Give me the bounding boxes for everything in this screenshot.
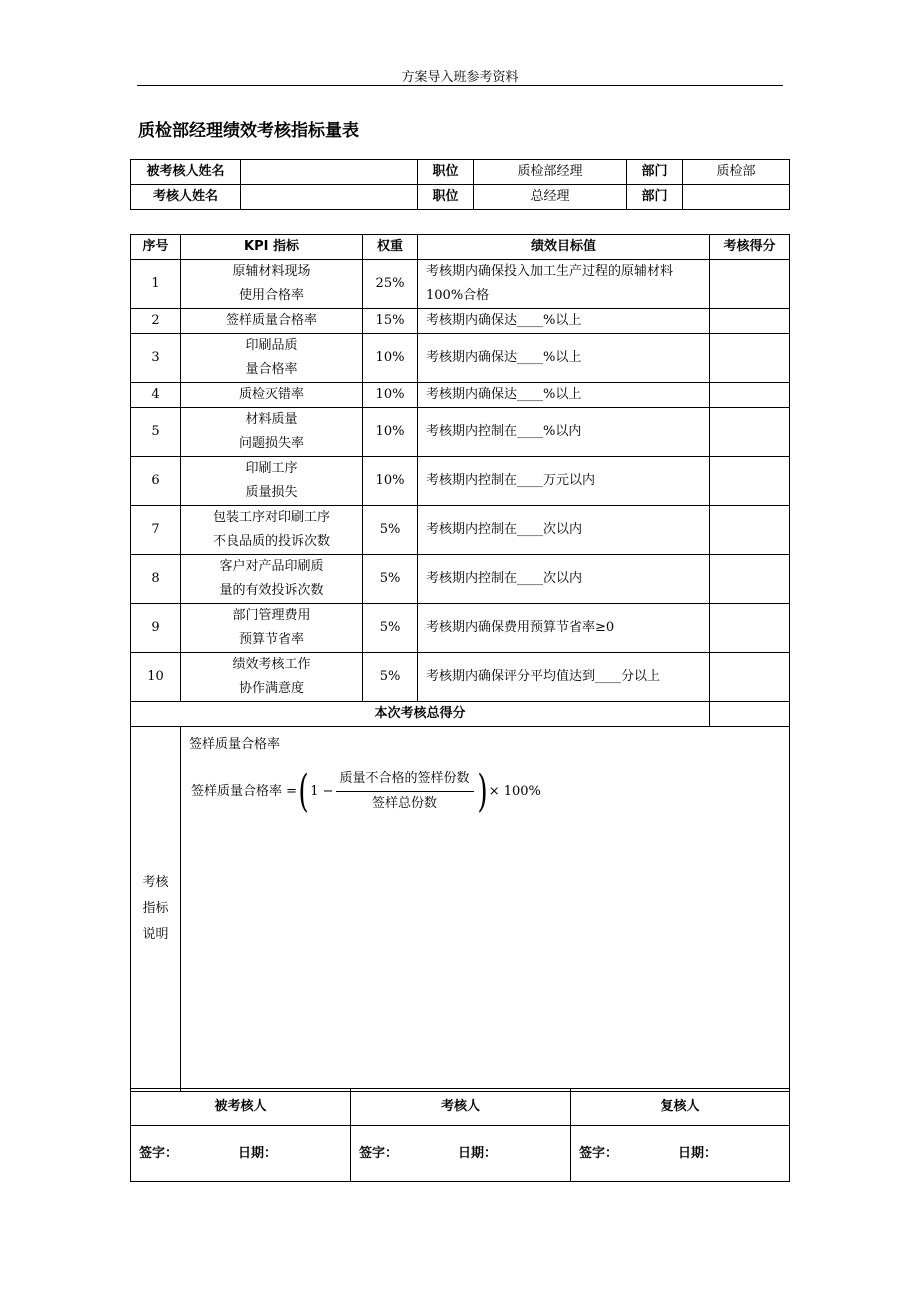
kpi-weight: 10% bbox=[363, 334, 418, 383]
kpi-target-line: 考核期内控制在____万元以内 bbox=[426, 473, 596, 488]
kpi-target bbox=[418, 653, 710, 702]
kpi-weight: 10% bbox=[363, 408, 418, 457]
kpi-no: 9 bbox=[131, 604, 181, 653]
formula-lhs: 签样质量合格率 = bbox=[191, 783, 298, 799]
explain-label bbox=[131, 727, 181, 1092]
examiner-position: 总经理 bbox=[474, 185, 627, 210]
kpi-target-line: 考核期内控制在____次以内 bbox=[426, 522, 583, 537]
kpi-name-line: 不良品质的投诉次数 bbox=[212, 534, 330, 549]
kpi-no: 2 bbox=[131, 309, 181, 334]
kpi-weight: 5% bbox=[363, 653, 418, 702]
kpi-name bbox=[181, 309, 363, 334]
reviewer-signature-cell[interactable] bbox=[571, 1126, 790, 1182]
kpi-name bbox=[181, 555, 363, 604]
kpi-target bbox=[418, 555, 710, 604]
kpi-no: 6 bbox=[131, 457, 181, 506]
kpi-name-line: 部门管理费用 bbox=[232, 608, 311, 623]
kpi-weight: 5% bbox=[363, 555, 418, 604]
kpi-name bbox=[181, 260, 363, 309]
document-title: 质检部经理绩效考核指标量表 bbox=[138, 121, 359, 141]
signoff-examiner-label: 考核人 bbox=[351, 1089, 571, 1126]
kpi-no: 1 bbox=[131, 260, 181, 309]
kpi-target bbox=[418, 408, 710, 457]
kpi-target-line: 考核期内确保评分平均值达到____分以上 bbox=[426, 669, 661, 684]
formula-numerator: 质量不合格的签样份数 bbox=[336, 769, 474, 792]
col-header-score: 考核得分 bbox=[710, 235, 790, 260]
date-label: 日期： bbox=[678, 1145, 718, 1161]
position-label: 职位 bbox=[418, 160, 474, 185]
kpi-score-field[interactable] bbox=[710, 457, 790, 506]
explain-label-line: 考核 bbox=[142, 875, 169, 890]
signoff-reviewer-label: 复核人 bbox=[571, 1089, 790, 1126]
kpi-score-field[interactable] bbox=[710, 309, 790, 334]
col-header-kpi: KPI 指标 bbox=[181, 235, 363, 260]
kpi-weight: 15% bbox=[363, 309, 418, 334]
formula-right-paren: ) bbox=[476, 765, 488, 817]
kpi-name-line: 协作满意度 bbox=[238, 681, 304, 696]
kpi-name-line: 签样质量合格率 bbox=[225, 313, 317, 328]
signoff-examinee-label: 被考核人 bbox=[131, 1089, 351, 1126]
kpi-target bbox=[418, 309, 710, 334]
kpi-name-line: 预算节省率 bbox=[238, 632, 304, 647]
kpi-no: 3 bbox=[131, 334, 181, 383]
kpi-score-field[interactable] bbox=[710, 260, 790, 309]
explain-label-line: 说明 bbox=[142, 927, 169, 942]
kpi-score-field[interactable] bbox=[710, 653, 790, 702]
kpi-name-line: 客户对产品印刷质 bbox=[219, 559, 324, 574]
kpi-name bbox=[181, 604, 363, 653]
kpi-row bbox=[131, 506, 790, 555]
total-score-field[interactable] bbox=[710, 702, 790, 727]
kpi-weight: 5% bbox=[363, 604, 418, 653]
kpi-name bbox=[181, 506, 363, 555]
kpi-target-line: 100%合格 bbox=[426, 288, 490, 303]
kpi-target-line: 考核期内控制在____次以内 bbox=[426, 571, 583, 586]
formula-denominator: 签样总份数 bbox=[372, 796, 438, 811]
kpi-row bbox=[131, 334, 790, 383]
kpi-no: 7 bbox=[131, 506, 181, 555]
col-header-target: 绩效目标值 bbox=[418, 235, 710, 260]
kpi-name-line: 质检灭错率 bbox=[238, 387, 304, 402]
kpi-row bbox=[131, 457, 790, 506]
kpi-row bbox=[131, 260, 790, 309]
examinee-name-label: 被考核人姓名 bbox=[131, 160, 241, 185]
col-header-no: 序号 bbox=[131, 235, 181, 260]
date-label: 日期： bbox=[238, 1145, 278, 1161]
formula bbox=[191, 765, 781, 817]
col-header-weight: 权重 bbox=[363, 235, 418, 260]
kpi-score-field[interactable] bbox=[710, 604, 790, 653]
explain-content bbox=[181, 727, 790, 1092]
sign-label: 签字： bbox=[579, 1145, 619, 1161]
kpi-row bbox=[131, 555, 790, 604]
examiner-name-field[interactable] bbox=[241, 185, 418, 210]
kpi-target bbox=[418, 383, 710, 408]
sign-label: 签字： bbox=[359, 1145, 399, 1161]
header-rule bbox=[137, 85, 783, 86]
formula-one: 1 − bbox=[310, 783, 334, 799]
formula-left-paren: ( bbox=[298, 765, 309, 817]
examinee-position: 质检部经理 bbox=[474, 160, 627, 185]
info-table bbox=[130, 159, 790, 210]
kpi-name-line: 量合格率 bbox=[245, 362, 298, 377]
date-label: 日期： bbox=[458, 1145, 498, 1161]
kpi-target bbox=[418, 457, 710, 506]
dept-label: 部门 bbox=[627, 160, 683, 185]
examinee-signature-cell[interactable] bbox=[131, 1126, 351, 1182]
kpi-no: 5 bbox=[131, 408, 181, 457]
explain-heading: 签样质量合格率 bbox=[189, 737, 281, 752]
kpi-name-line: 绩效考核工作 bbox=[232, 657, 311, 672]
kpi-name-line: 问题损失率 bbox=[238, 436, 304, 451]
kpi-weight: 25% bbox=[363, 260, 418, 309]
kpi-no: 4 bbox=[131, 383, 181, 408]
signoff-table bbox=[130, 1088, 790, 1182]
kpi-score-field[interactable] bbox=[710, 383, 790, 408]
kpi-name-line: 印刷工序 bbox=[245, 461, 298, 476]
kpi-name-line: 质量损失 bbox=[245, 485, 298, 500]
explain-label-line: 指标 bbox=[142, 901, 169, 916]
kpi-name bbox=[181, 334, 363, 383]
kpi-row bbox=[131, 408, 790, 457]
kpi-name bbox=[181, 653, 363, 702]
kpi-score-field[interactable] bbox=[710, 334, 790, 383]
kpi-target bbox=[418, 334, 710, 383]
kpi-name-line: 包装工序对印刷工序 bbox=[212, 510, 330, 525]
kpi-weight: 5% bbox=[363, 506, 418, 555]
kpi-target-line: 考核期内控制在____%以内 bbox=[426, 424, 582, 439]
kpi-weight: 10% bbox=[363, 457, 418, 506]
kpi-name bbox=[181, 383, 363, 408]
kpi-row bbox=[131, 653, 790, 702]
kpi-target-line: 考核期内确保费用预算节省率≥0 bbox=[426, 620, 615, 635]
total-score-label: 本次考核总得分 bbox=[131, 702, 710, 727]
kpi-target-line: 考核期内确保投入加工生产过程的原辅材料 bbox=[426, 264, 674, 279]
kpi-target-line: 考核期内确保达____%以上 bbox=[426, 313, 582, 328]
kpi-score-field[interactable] bbox=[710, 506, 790, 555]
kpi-target-line: 考核期内确保达____%以上 bbox=[426, 350, 582, 365]
kpi-name-line: 量的有效投诉次数 bbox=[219, 583, 324, 598]
examiner-signature-cell[interactable] bbox=[351, 1126, 571, 1182]
kpi-name-line: 材料质量 bbox=[245, 412, 298, 427]
examiner-dept-field[interactable] bbox=[683, 185, 790, 210]
kpi-name bbox=[181, 408, 363, 457]
kpi-row bbox=[131, 604, 790, 653]
examinee-dept: 质检部 bbox=[683, 160, 790, 185]
examinee-name-field[interactable] bbox=[241, 160, 418, 185]
kpi-target bbox=[418, 604, 710, 653]
kpi-no: 8 bbox=[131, 555, 181, 604]
kpi-table bbox=[130, 234, 790, 1092]
kpi-target bbox=[418, 506, 710, 555]
position-label: 职位 bbox=[418, 185, 474, 210]
examiner-name-label: 考核人姓名 bbox=[131, 185, 241, 210]
sign-label: 签字： bbox=[139, 1145, 179, 1161]
page-header: 方案导入班参考资料 bbox=[401, 70, 519, 85]
kpi-name-line: 印刷品质 bbox=[245, 338, 298, 353]
formula-tail: × 100% bbox=[488, 783, 541, 799]
dept-label: 部门 bbox=[627, 185, 683, 210]
kpi-target bbox=[418, 260, 710, 309]
kpi-weight: 10% bbox=[363, 383, 418, 408]
formula-fraction bbox=[336, 769, 474, 814]
kpi-name bbox=[181, 457, 363, 506]
kpi-score-field[interactable] bbox=[710, 408, 790, 457]
kpi-name-line: 使用合格率 bbox=[238, 288, 304, 303]
kpi-row bbox=[131, 309, 790, 334]
kpi-target-line: 考核期内确保达____%以上 bbox=[426, 387, 582, 402]
kpi-row bbox=[131, 383, 790, 408]
kpi-name-line: 原辅材料现场 bbox=[232, 264, 311, 279]
kpi-score-field[interactable] bbox=[710, 555, 790, 604]
kpi-no: 10 bbox=[131, 653, 181, 702]
